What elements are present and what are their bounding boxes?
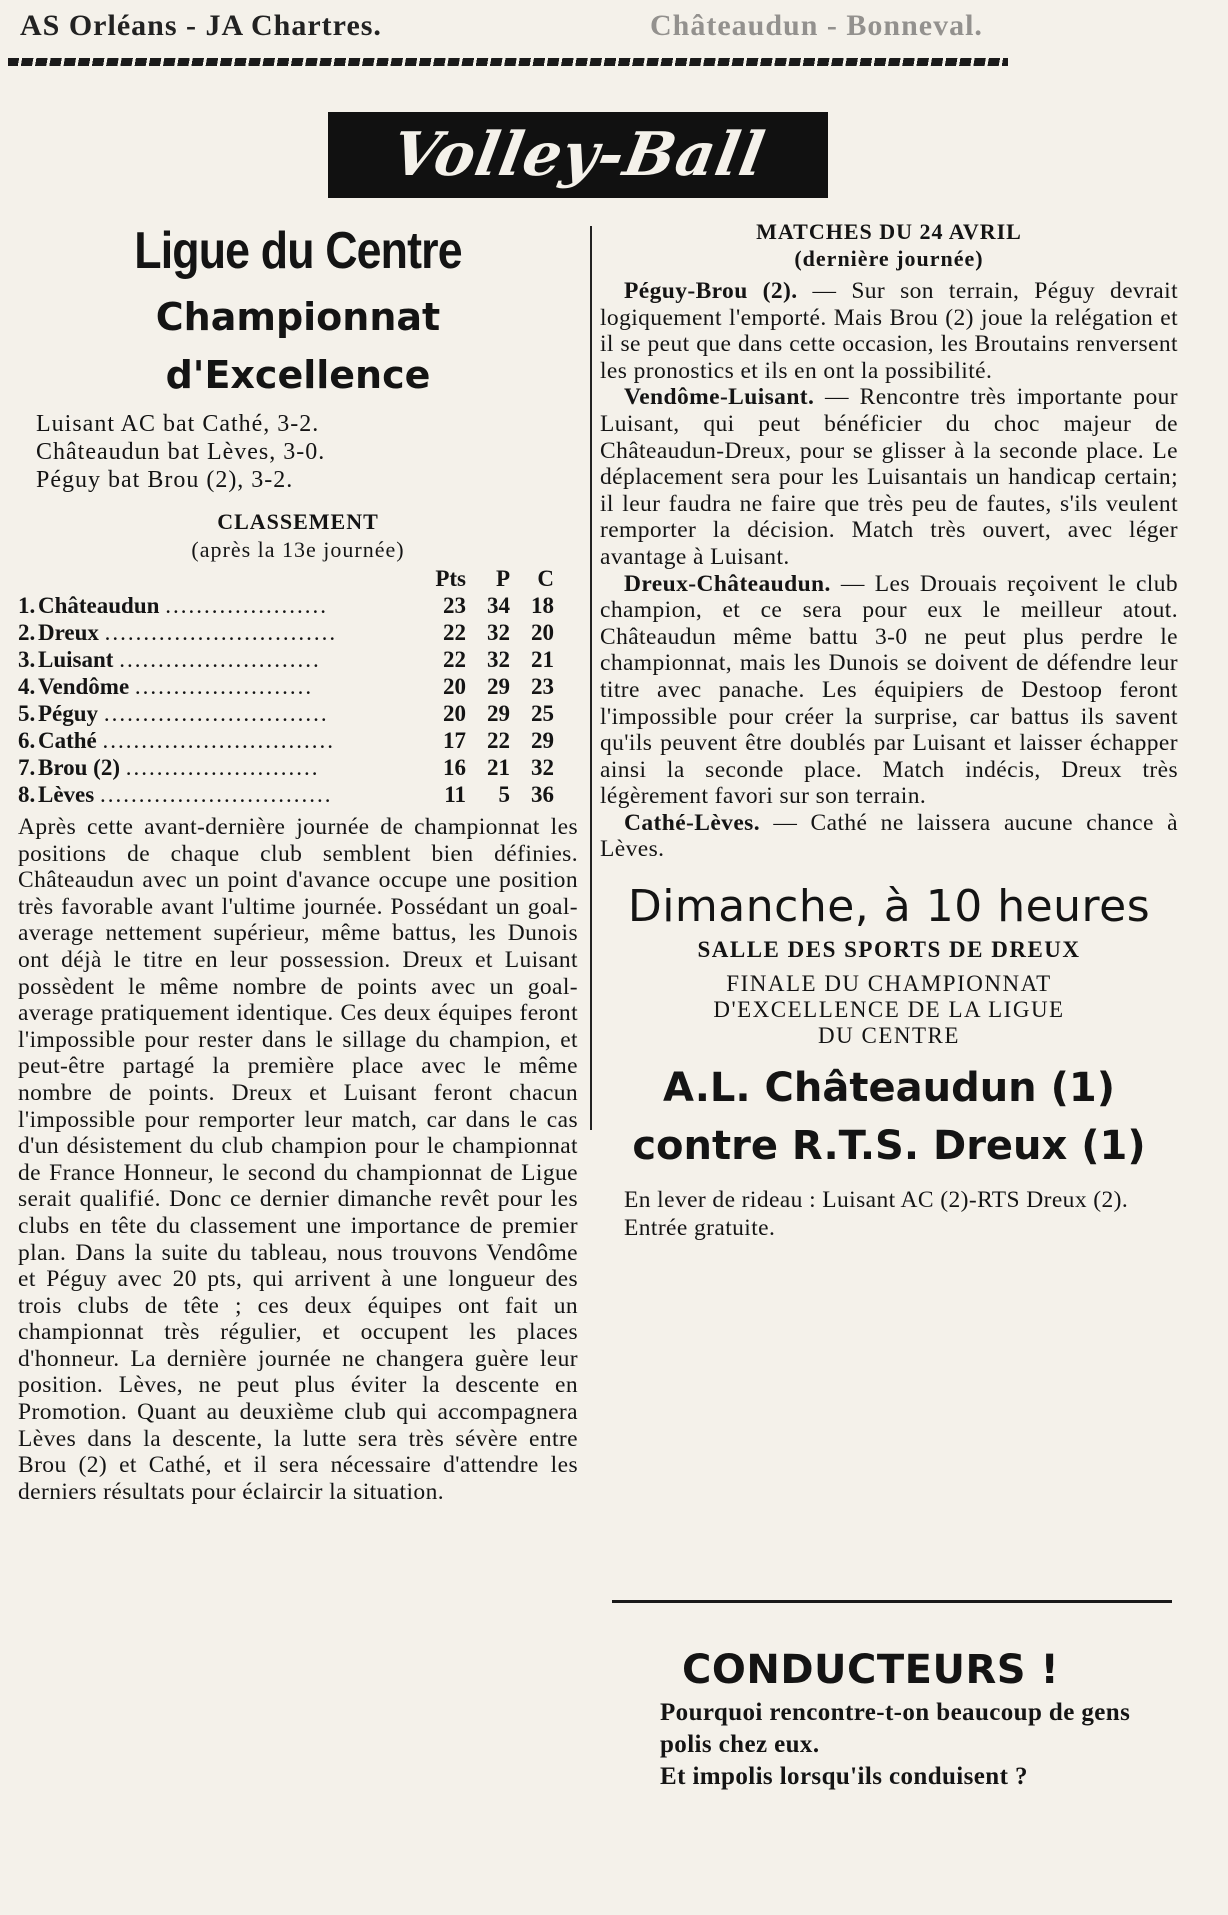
- left-column: [18, 218, 578, 1505]
- row-c: 20: [531, 620, 554, 645]
- top-fixture-left: AS Orléans - JA Chartres.: [20, 9, 382, 42]
- results-list: [36, 410, 578, 494]
- standings-title: CLASSEMENT: [217, 509, 379, 534]
- match-name: Vendôme-Luisant.: [624, 384, 815, 411]
- article-text: Après cette avant-dernière journée de championnat les positions de chaque club semblent bien définies. Châteaudun avec un point d'avance occupe une position très favorable avant l'ultime journée. Possédant un goal-average nettement supérieur, même battus, les Dunois ont déjà le titre en leur possession. Dreux et Luisant possèdent le même nombre de points avec un goal-average pratiquement identique. Ces deux équipes feront l'impossible pour rester dans le sillage du champion, et peut-être partagé la première place avec le même nombre de points. Dreux et Luisant feront chacun l'impossible pour remporter leur match, car dans le cas d'un désistement du club champion pour le championnat de France Honneur, le second du championnat de Ligue serait qualifié. Donc ce dernier dimanche revêt pour les clubs en tête du classement une importance de premier plan. Dans la suite du tableau, nous trouvons Vendôme et Péguy avec 20 pts, qui arrivent à une longueur des trois clubs de tête ; ces deux équipes ont fait un championnat très régulier, et occupent les places d'honneur. La dernière journée ne changera guère leur position. Lèves, ne peut plus éviter la descente en Promotion. Quant au deuxième club qui accompagnera Lèves dans la descente, la lutte sera très sévère entre Brou (2) et Cathé, et il sera nécessaire d'attendre les derniers résultats pour éclaircir la situation.: [18, 814, 578, 1505]
- section-banner: [328, 112, 828, 198]
- team-name: Lèves: [38, 782, 95, 807]
- championship-heading-1: Championnat: [155, 295, 441, 339]
- row-pts: 20: [443, 701, 466, 726]
- event-line: D'EXCELLENCE DE LA LIGUE: [713, 997, 1065, 1023]
- row-pts: 20: [443, 674, 466, 699]
- row-c: 23: [531, 674, 554, 699]
- row-p: 29: [487, 701, 510, 726]
- championship-heading-2: d'Excellence: [165, 353, 431, 397]
- advert-text: [660, 1697, 1152, 1793]
- row-pts: 16: [443, 755, 466, 780]
- advert-title: CONDUCTEURS !: [682, 1647, 1060, 1693]
- row-p: 34: [487, 593, 510, 618]
- row-p: 32: [487, 647, 510, 672]
- row-pos: 8.: [18, 782, 36, 807]
- match-name: Cathé-Lèves.: [624, 809, 760, 836]
- standings-table: [18, 566, 554, 808]
- right-column: [600, 218, 1178, 1243]
- row-pos: 4.: [18, 674, 36, 699]
- match-preview: [600, 810, 1178, 863]
- row-pts: 17: [443, 728, 466, 753]
- result-line: Luisant AC bat Cathé, 3-2.: [36, 411, 320, 437]
- standings-subtitle: (après la 13e journée): [191, 537, 405, 562]
- team-name: Brou (2): [38, 755, 120, 780]
- team-1: A.L. Châteaudun (1): [663, 1065, 1115, 1112]
- row-p: 32: [487, 620, 510, 645]
- result-line: Péguy bat Brou (2), 3-2.: [36, 467, 294, 493]
- row-p: 22: [487, 728, 510, 753]
- advert-box: [612, 1600, 1172, 1873]
- row-pos: 7.: [18, 755, 36, 780]
- match-text: — Sur son terrain, Péguy devrait logiquement l'emporté. Mais Brou (2) joue la relégation et il se peut que dans cette occasion, les Broutains renversent les pronostics et ils en ont la possibilité.: [600, 278, 1178, 384]
- col-c: C: [537, 566, 554, 591]
- team-name: Péguy: [38, 701, 99, 726]
- table-row: [18, 727, 554, 754]
- row-team: Châteaudun .....................: [38, 593, 328, 618]
- announce-venue: SALLE DES SPORTS DE DREUX: [697, 937, 1081, 963]
- col-pts: Pts: [435, 566, 466, 591]
- row-pos: 3.: [18, 647, 36, 672]
- row-p: 5: [498, 782, 510, 807]
- matches-title: MATCHES DU 24 AVRIL: [756, 219, 1022, 244]
- matches-subtitle: (dernière journée): [794, 246, 984, 271]
- team-name: Châteaudun: [38, 593, 160, 618]
- match-text: — Rencontre très importante pour Luisant, qui peut bénéficier du choc majeur de Châteaudun-Dreux, pour se glisser à la seconde place. Le déplacement sera pour les Luisantais un handicap certain; il leur faudra ne faire que très peu de fautes, s'ils veulent remporter la décision. Match très ouvert, avec léger avantage à Luisant.: [600, 384, 1178, 570]
- banner-title: Volley-Ball: [386, 120, 770, 190]
- top-fixture-right: Châteaudun - Bonneval.: [650, 9, 983, 42]
- row-team: Lèves ..............................: [38, 782, 333, 807]
- col-p: P: [495, 566, 510, 591]
- row-team: Brou (2) .........................: [38, 755, 320, 780]
- match-text: — Les Drouais reçoivent le club champion, et ce sera pour eux le meilleur atout. Châteaudun même battu 3-0 ne peut plus perdre le championnat, mais les Dunois se doivent de défendre leur titre avec panache. Les équipiers de Destoop feront l'impossible pour créer la surprise, car battus ils savent qu'ils peuvent être doublés par Luisant et laisser échapper ainsi la seconde place. Match indécis, Dreux très légèrement favori sur son terrain.: [600, 570, 1179, 810]
- row-pos: 2.: [18, 620, 36, 645]
- row-p: 29: [487, 674, 510, 699]
- row-c: 29: [531, 728, 554, 753]
- row-pts: 22: [443, 647, 466, 672]
- row-pts: 23: [443, 593, 466, 618]
- league-heading: Ligue du Centre: [134, 222, 462, 280]
- row-team: Dreux ..............................: [38, 620, 338, 645]
- table-row: [18, 646, 554, 673]
- team-2: contre R.T.S. Dreux (1): [632, 1123, 1146, 1170]
- row-pos: 5.: [18, 701, 36, 726]
- announce-time: Dimanche, à 10 heures: [627, 881, 1151, 933]
- row-team: Vendôme .......................: [38, 674, 314, 699]
- entry-info: Entrée gratuite.: [624, 1215, 776, 1242]
- table-row: [18, 592, 554, 619]
- top-divider: [8, 58, 1008, 66]
- table-row: [18, 754, 554, 781]
- table-row: [18, 619, 554, 646]
- row-c: 18: [531, 593, 554, 618]
- row-pts: 11: [444, 782, 466, 807]
- announce-event: [600, 971, 1178, 1049]
- final-teams: [600, 1059, 1178, 1175]
- table-row: [18, 700, 554, 727]
- row-c: 21: [531, 647, 554, 672]
- team-name: Cathé: [38, 728, 97, 753]
- row-c: 32: [531, 755, 554, 780]
- team-name: Luisant: [38, 647, 114, 672]
- team-name: Vendôme: [38, 674, 130, 699]
- row-pos: 6.: [18, 728, 36, 753]
- team-name: Dreux: [38, 620, 99, 645]
- event-line: FINALE DU CHAMPIONNAT: [726, 971, 1052, 997]
- event-line: DU CENTRE: [818, 1023, 960, 1049]
- match-name: Péguy-Brou (2).: [624, 278, 798, 304]
- row-team: Cathé ..............................: [38, 728, 336, 753]
- table-row: [18, 673, 554, 700]
- match-name: Dreux-Châteaudun.: [624, 570, 831, 597]
- row-team: Péguy .............................: [38, 701, 329, 726]
- standings-header-row: [18, 566, 554, 592]
- row-p: 21: [487, 755, 510, 780]
- advert-line: Et impolis lorsqu'ils conduisent ?: [660, 1763, 1028, 1790]
- column-divider: [590, 226, 592, 1130]
- row-pts: 22: [443, 620, 466, 645]
- row-c: 25: [531, 701, 554, 726]
- curtain-raiser: En lever de rideau : Luisant AC (2)-RTS Dreux (2).: [624, 1187, 1129, 1214]
- result-line: Châteaudun bat Lèves, 3-0.: [36, 439, 326, 465]
- advert-line: Pourquoi rencontre-t-on beaucoup de gens polis chez eux.: [660, 1699, 1131, 1758]
- match-preview: [600, 384, 1178, 570]
- row-team: Luisant ..........................: [38, 647, 321, 672]
- row-pos: 1.: [18, 593, 36, 618]
- table-row: [18, 781, 554, 808]
- match-text: — Cathé ne laissera aucune chance à Lèves.: [600, 809, 1178, 863]
- row-c: 36: [531, 782, 554, 807]
- match-preview: [600, 278, 1178, 384]
- match-preview: [600, 571, 1178, 810]
